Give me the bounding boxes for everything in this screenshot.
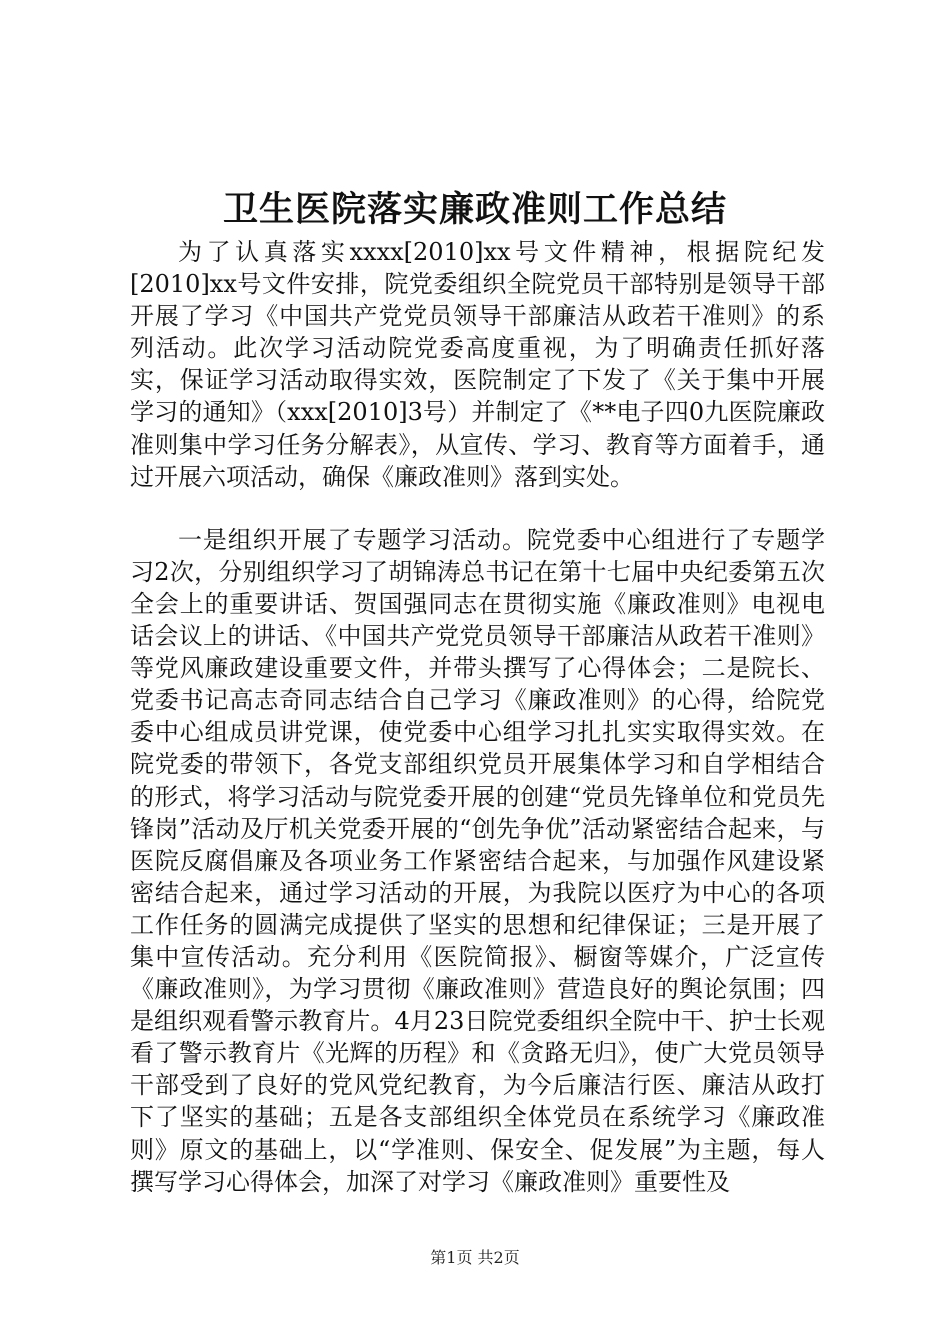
paragraph-activities: 一是组织开展了专题学习活动。院党委中心组进行了专题学习2次，分别组织学习了胡锦涛总书记在第十七届中央纪委第五次全会上的重要讲话、贺国强同志在贯彻实施《廉政准则》电视电话会议上的讲话、《中国共产党党员领导干部廉洁从政若干准则》等党风廉政建设重要文件，并带头撰写了心得体会；二是院长、党委书记高志奇同志结合自己学习《廉政准则》的心得，给院党委中心组成员讲党课，使党委中心组学习扎扎实实取得实效。在院党委的带领下，各党支部组织党员开展集体学习和自学相结合的形式，将学习活动与院党委开展的创建“党员先锋单位和党员先锋岗”活动及厅机关党委开展的“创先争优”活动紧密结合起来，与医院反腐倡廉及各项业务工作紧密结合起来，与加强作风建设紧密结合起来，通过学习活动的开展，为我院以医疗为中心的各项工作任务的圆满完成提供了坚实的思想和纪律保证；三是开展了集中宣传活动。充分利用《医院简报》、橱窗等媒介，广泛宣传《廉政准则》，为学习贯彻《廉政准则》营造良好的舆论氛围；四是组织观看警示教育片。4月23日院党委组织全院中干、护士长观看了警示教育片《光辉的历程》和《贪路无归》，使广大党员领导干部受到了良好的党风党纪教育，为今后廉洁行医、廉洁从政打下了坚实的基础；五是各支部组织全体党员在系统学习《廉政准则》原文的基础上，以“学准则、保安全、促发展”为主题，每人撰写学习心得体会，加深了对学习《廉政准则》重要性及 bbox=[130, 525, 825, 1196]
page-footer: 第1页 共2页 bbox=[430, 1248, 520, 1267]
paragraph-intro: 为了认真落实xxxx[2010]xx号文件精神，根据院纪发[2010]xx号文件安排，院党委组织全院党员干部特别是领导干部开展了学习《中国共产党党员领导干部廉洁从政若干准则》的系列活动。此次学习活动院党委高度重视，为了明确责任抓好落实，保证学习活动取得实效，医院制定了下发了《关于集中开展学习的通知》（xxx[2010]3号）并制定了《**电子四0九医院廉政准则集中学习任务分解表》，从宣传、学习、教育等方面着手，通过开展六项活动，确保《廉政准则》落到实处。 bbox=[130, 238, 825, 491]
document-body bbox=[130, 236, 825, 1198]
document-title: 卫生医院落实廉政准则工作总结 bbox=[222, 189, 727, 230]
